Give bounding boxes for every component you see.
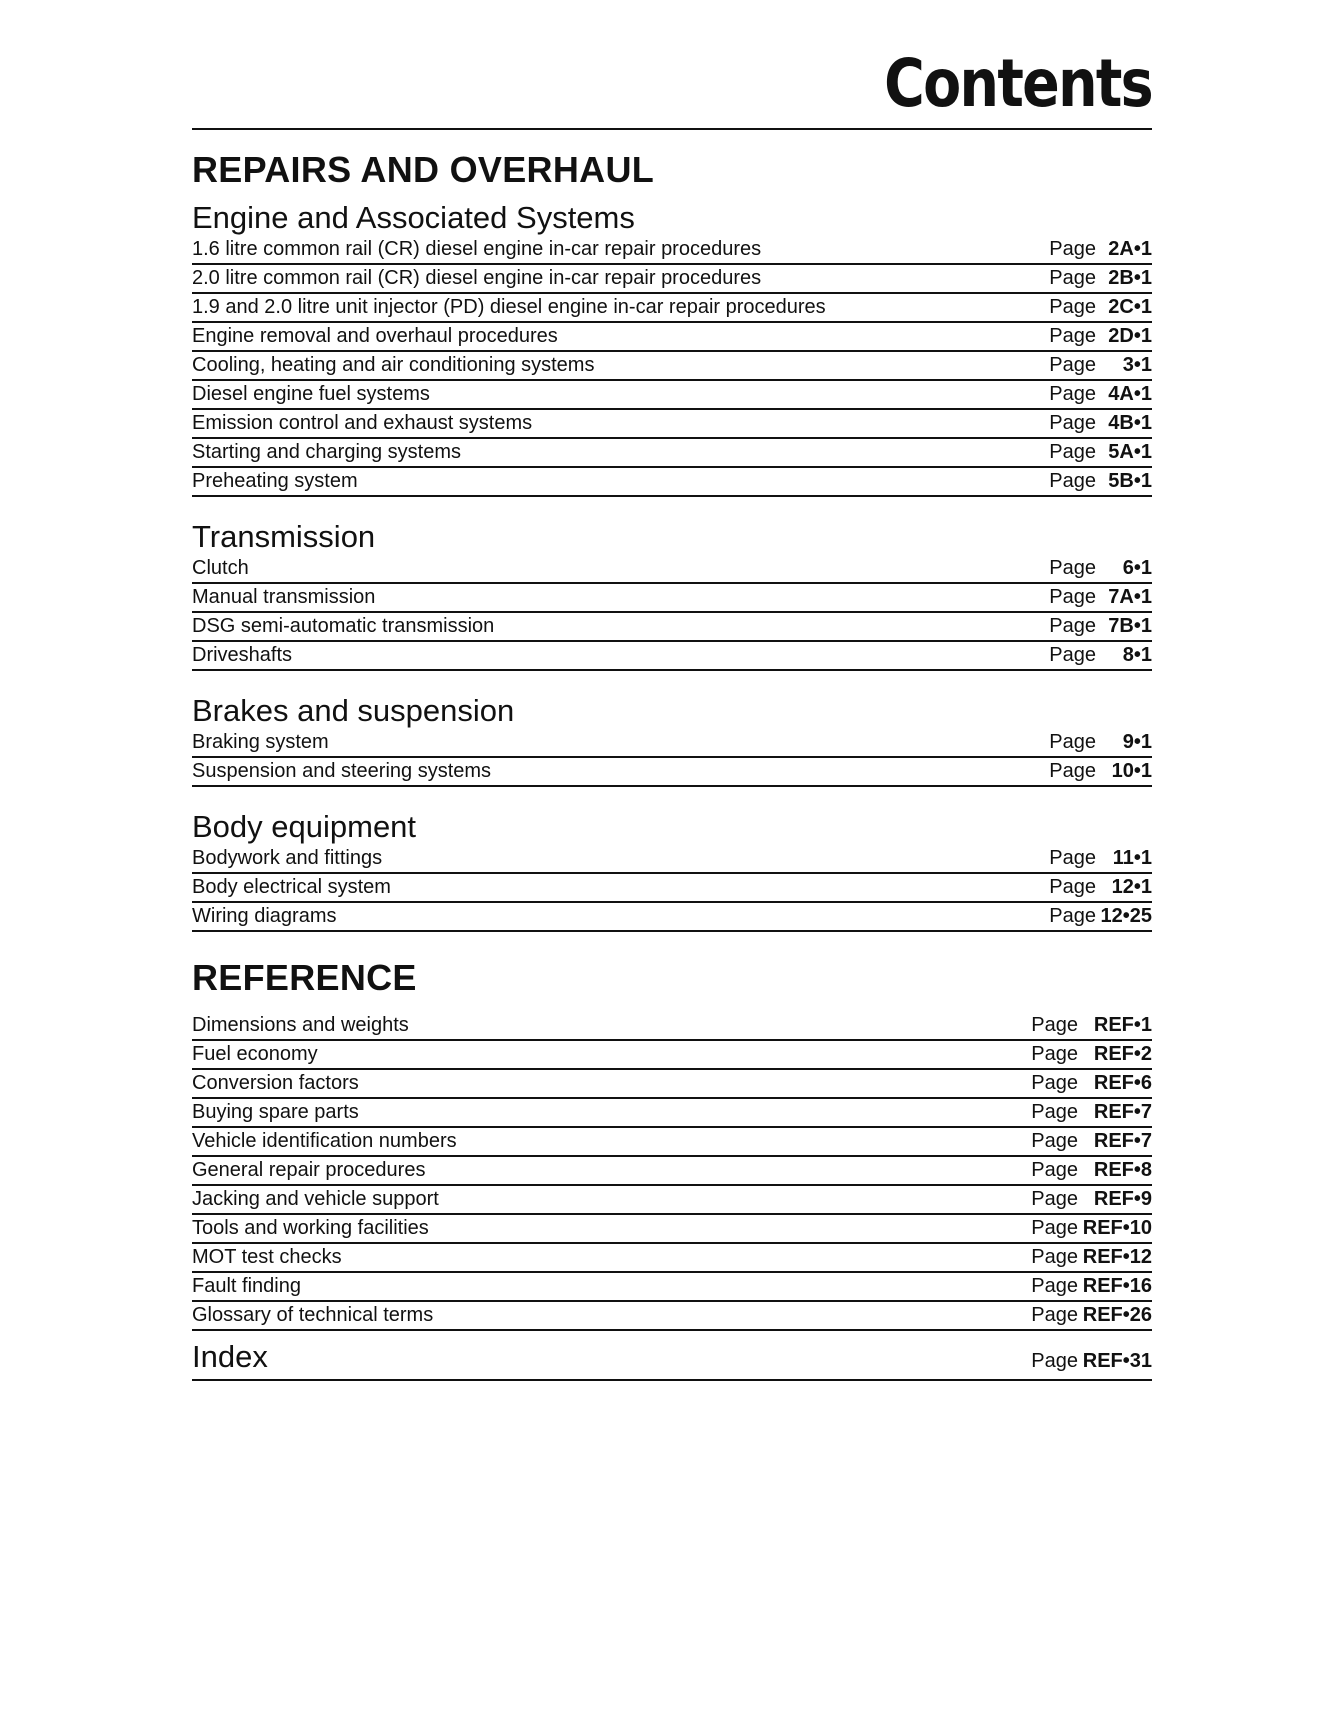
toc-entry-page-number: 7A•1 [1108,586,1152,608]
toc-entry-label: Wiring diagrams [192,905,337,927]
page-word: Page [1049,586,1096,608]
toc-entry-page-ref [1049,470,1152,493]
toc-entry-page-ref [1031,1246,1152,1269]
toc-entry-page-number: 2C•1 [1108,296,1152,318]
toc-entry-page-ref [1031,1304,1152,1327]
toc-entry[interactable] [192,584,1152,613]
repairs-sections [192,200,1152,932]
toc-entry-label: Starting and charging systems [192,441,462,463]
toc-entry-page-ref [1049,586,1152,609]
page-word: Page [1049,557,1096,579]
toc-entry-label: Fuel economy [192,1043,318,1065]
toc-entry-page-ref [1049,412,1152,435]
toc-entry-label: Clutch [192,557,249,579]
toc-entry-label: Body electrical system [192,876,391,898]
toc-entry-page-number: REF•7 [1093,1130,1152,1152]
toc-entry-page-ref [1031,1043,1152,1066]
contents-page [192,0,1152,1381]
toc-entry-page-ref [1049,644,1152,667]
section-title: Transmission [192,519,376,554]
page-word: Page [1049,238,1096,260]
index-page-number: REF•31 [1082,1350,1152,1372]
toc-entry[interactable] [192,352,1152,381]
page-word: Page [1049,847,1096,869]
section-title: Engine and Associated Systems [192,200,635,235]
page-word: Page [1031,1130,1078,1152]
section-title: Body equipment [192,809,417,844]
page-word: Page [1049,267,1096,289]
toc-entry[interactable] [192,410,1152,439]
toc-entry-page-ref [1049,383,1152,406]
reference-heading: REFERENCE [192,957,417,998]
toc-entry-page-number: REF•10 [1082,1217,1152,1239]
page-word: Page [1031,1101,1078,1123]
toc-entry-page-number: REF•26 [1082,1304,1152,1326]
page-word: Page [1049,354,1096,376]
toc-entry-page-number: REF•2 [1093,1043,1152,1065]
toc-entry-label: MOT test checks [192,1246,342,1268]
toc-entry-page-number: REF•1 [1093,1014,1152,1036]
toc-entry-page-ref [1031,1275,1152,1298]
toc-entry-page-number: REF•7 [1093,1101,1152,1123]
toc-entry[interactable] [192,236,1152,265]
toc-entry-page-number: 11•1 [1112,847,1152,869]
toc-entry[interactable] [192,642,1152,671]
toc-entry-page-ref [1049,847,1152,870]
toc-entry-page-ref [1031,1159,1152,1182]
toc-entry[interactable] [192,265,1152,294]
toc-entry[interactable] [192,555,1152,584]
page-word: Page [1031,1275,1078,1297]
toc-entry[interactable] [192,468,1152,497]
toc-entry-label: Diesel engine fuel systems [192,383,430,405]
toc-entry-page-ref [1031,1072,1152,1095]
page-word: Page [1049,644,1096,666]
toc-entry[interactable] [192,323,1152,352]
toc-entry-page-number: 2D•1 [1108,325,1152,347]
toc-entry[interactable] [192,1070,1152,1099]
page-word: Page [1049,441,1096,463]
toc-entry-label: Engine removal and overhaul procedures [192,325,558,347]
page-word: Page [1049,325,1096,347]
toc-entry[interactable] [192,1099,1152,1128]
toc-entry-page-number: 6•1 [1122,557,1152,579]
toc-entry[interactable] [192,845,1152,874]
toc-entry-page-ref [1031,1014,1152,1037]
toc-entry[interactable] [192,1041,1152,1070]
page-word: Page [1031,1217,1078,1239]
toc-entry-label: Conversion factors [192,1072,359,1094]
toc-entry-label: Fault finding [192,1275,301,1297]
toc-entry-page-number: REF•16 [1082,1275,1152,1297]
toc-entry-label: Vehicle identification numbers [192,1130,457,1152]
toc-entry-page-ref [1031,1188,1152,1211]
toc-entry-page-ref [1049,731,1152,754]
toc-entry[interactable] [192,758,1152,787]
toc-entry[interactable] [192,1012,1152,1041]
toc-entry-label: Manual transmission [192,586,376,608]
toc-entry-page-ref [1031,1130,1152,1153]
toc-entry-page-ref [1049,267,1152,290]
toc-entry-page-number: 4B•1 [1108,412,1152,434]
page-word: Page [1049,731,1096,753]
toc-entry[interactable] [192,381,1152,410]
toc-entry[interactable] [192,1244,1152,1273]
page-word: Page [1049,383,1096,405]
page-word: Page [1049,470,1096,492]
toc-entry-page-number: REF•8 [1093,1159,1152,1181]
toc-entry[interactable] [192,1215,1152,1244]
toc-entry-label: General repair procedures [192,1159,426,1181]
toc-entry[interactable] [192,294,1152,323]
page-word: Page [1031,1350,1078,1372]
toc-entry-page-number: 12•1 [1111,876,1152,898]
index-page-ref [1031,1350,1152,1375]
toc-entry-label: Emission control and exhaust systems [192,412,533,434]
toc-entry-label: Driveshafts [192,644,293,666]
reference-list [192,1012,1152,1331]
toc-entry-page-number: 8•1 [1122,644,1152,666]
toc-entry-page-ref [1049,615,1152,638]
toc-entry[interactable] [192,439,1152,468]
page-word: Page [1049,615,1096,637]
toc-entry-page-ref [1049,905,1152,928]
toc-entry-page-ref [1049,325,1152,348]
toc-entry-label: Preheating system [192,470,358,492]
toc-entry-label: Glossary of technical terms [192,1304,434,1326]
title-rule [192,128,1152,130]
toc-entry[interactable] [192,1302,1152,1331]
index-label: Index [192,1339,268,1374]
toc-entry-label: 1.6 litre common rail (CR) diesel engine in-car repair procedures [192,238,762,260]
toc-entry-page-ref [1049,238,1152,261]
toc-entry-page-ref [1049,441,1152,464]
toc-entry-page-number: 2B•1 [1108,267,1152,289]
page-word: Page [1049,760,1096,782]
toc-entry[interactable] [192,1157,1152,1186]
page-word: Page [1031,1246,1078,1268]
toc-entry-label: Buying spare parts [192,1101,359,1123]
toc-entry-page-number: 7B•1 [1108,615,1152,637]
toc-entry-page-number: REF•6 [1093,1072,1152,1094]
toc-entry-page-ref [1049,876,1152,899]
toc-entry-index[interactable] [192,1337,1152,1381]
toc-entry-page-ref [1049,557,1152,580]
toc-entry-label: Bodywork and fittings [192,847,383,869]
toc-entry-label: Braking system [192,731,329,753]
toc-entry[interactable] [192,1186,1152,1215]
toc-entry-page-number: REF•9 [1093,1188,1152,1210]
toc-entry-label: Cooling, heating and air conditioning systems [192,354,595,376]
page-title: Contents [884,45,1152,122]
page-word: Page [1031,1014,1078,1036]
toc-entry-page-number: 3•1 [1122,354,1152,376]
page-word: Page [1049,876,1096,898]
page-word: Page [1031,1188,1078,1210]
toc-entry-page-number: 5A•1 [1108,441,1152,463]
toc-entry-label: Dimensions and weights [192,1014,409,1036]
toc-entry-page-number: 10•1 [1111,760,1152,782]
toc-entry[interactable] [192,729,1152,758]
toc-entry-page-number: 4A•1 [1108,383,1152,405]
toc-entry-page-ref [1031,1101,1152,1124]
toc-entry-label: DSG semi-automatic transmission [192,615,495,637]
page-word: Page [1031,1304,1078,1326]
toc-entry-page-ref [1049,296,1152,319]
toc-entry-label: 2.0 litre common rail (CR) diesel engine in-car repair procedures [192,267,762,289]
toc-entry-page-ref [1049,760,1152,783]
page-word: Page [1049,905,1096,927]
toc-entry[interactable] [192,1273,1152,1302]
toc-entry-page-number: 12•25 [1100,905,1152,927]
toc-entry[interactable] [192,903,1152,932]
section-title: Brakes and suspension [192,693,515,728]
toc-entry[interactable] [192,874,1152,903]
toc-entry-label: Jacking and vehicle support [192,1188,439,1210]
toc-entry-label: 1.9 and 2.0 litre unit injector (PD) diesel engine in-car repair procedures [192,296,826,318]
toc-entry-label: Suspension and steering systems [192,760,492,782]
page-word: Page [1049,296,1096,318]
toc-entry-page-number: 5B•1 [1108,470,1152,492]
toc-entry-page-number: REF•12 [1082,1246,1152,1268]
page-word: Page [1031,1072,1078,1094]
toc-entry[interactable] [192,613,1152,642]
toc-entry[interactable] [192,1128,1152,1157]
toc-entry-page-number: 2A•1 [1108,238,1152,260]
repairs-heading: REPAIRS AND OVERHAUL [192,149,655,190]
toc-entry-label: Tools and working facilities [192,1217,429,1239]
toc-entry-page-ref [1031,1217,1152,1240]
toc-entry-page-number: 9•1 [1122,731,1152,753]
page-word: Page [1031,1159,1078,1181]
page-word: Page [1049,412,1096,434]
toc-entry-page-ref [1049,354,1152,377]
page-word: Page [1031,1043,1078,1065]
